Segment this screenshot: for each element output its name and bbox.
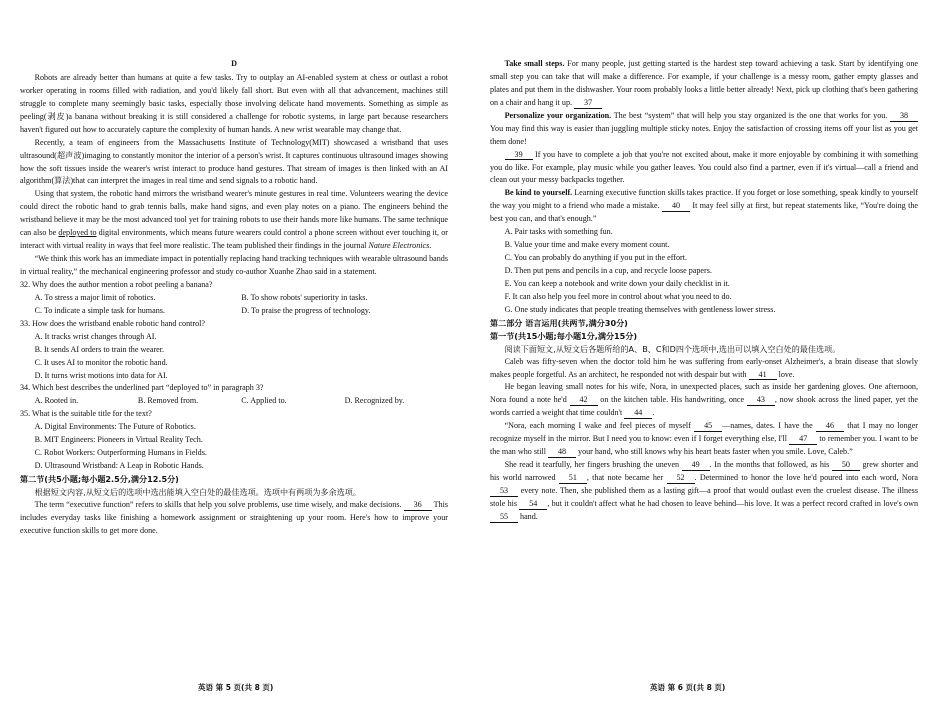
cloze-paragraph-2: He began leaving small notes for his wife, Nora, in unexpected places, such as inside her gardening gloves. One afternoon, Nora found a note he'd 42 on the kitchen table. His handwriting, once 43 , now shook across the lined paper, yet the words carried a weight that time couldn't 44 . xyxy=(490,382,918,418)
executive-function-intro: The term “executive function” refers to skills that help you solve problems, use time wisely, and make decisions. 36 This includes everyday tasks like finishing a homework assignment or straightening up your room. Here's how to improve your executive function skills to get more done. xyxy=(20,499,448,535)
page-footer-right: 英语 第 6 页(共 8 页) xyxy=(650,683,726,692)
question-32: 32. Why does the author mention a robot peeling a banana? xyxy=(20,279,213,289)
blank-53[interactable]: 53 xyxy=(490,487,518,497)
cloze-paragraph-4: She read it tearfully, her fingers brushing the uneven 49 . In the months that followed, as his 50 grew shorter and his world narrowed 51 , that note became her 52 . Determined to honor the love he'd poured into each word, Nora 53 every note. Then, she published them as a lasting gift—a proof that would outlast even the cruelest disease. The illness stole his 54 , but it couldn't affect what he had chosen to leave behind—his love. It was a perfect record crafted in love's own 55 hand. xyxy=(490,460,919,521)
blank-55[interactable]: 55 xyxy=(490,513,518,523)
page-footer-left: 英语 第 5 页(共 8 页) xyxy=(198,683,274,692)
left-page xyxy=(20,58,448,538)
blank-36[interactable]: 36 xyxy=(404,501,432,511)
blank-46[interactable]: 46 xyxy=(816,422,844,432)
option-b[interactable]: B. Value your time and make every moment count. xyxy=(504,240,670,250)
option-a[interactable]: A. Pair tasks with something fun. xyxy=(504,227,613,237)
blank-52[interactable]: 52 xyxy=(667,474,695,484)
option[interactable]: D. It turns wrist motions into data for AI. xyxy=(34,370,168,380)
part-2-heading: 第二部分 语言运用(共两节,满分30分) xyxy=(490,317,628,328)
tip-small-steps: Take small steps. For many people, just getting started is the hardest step toward achieving a task. Start by identifying one small step you can take that will make a difference. For example, if your challenge is a messy room, gather empty glasses and plates and put them in the dishwasher. Your room probably looks a little better already! Next, pick up clothing that's been gathering on a chair and hang it up. 37 xyxy=(490,59,918,107)
section-1-instructions: 阅读下面短文,从短文后各题所给的A、B、C和D四个选项中,选出可以填入空白处的最佳选项。 xyxy=(504,343,841,354)
blank-51[interactable]: 51 xyxy=(559,474,587,484)
option-d[interactable]: D. Then put pens and pencils in a cup, and recycle loose papers. xyxy=(504,266,712,275)
option-c[interactable]: C. You can probably do anything if you put in the effort. xyxy=(504,253,687,263)
journal-name: Nature Electronics xyxy=(368,241,430,251)
blank-54[interactable]: 54 xyxy=(519,500,547,510)
option[interactable]: B. MIT Engineers: Pioneers in Virtual Reality Tech. xyxy=(34,435,203,445)
question-34-options xyxy=(35,395,448,408)
option[interactable]: D. To praise the progress of technology. xyxy=(241,305,371,315)
option[interactable]: A. Digital Environments: The Future of Robotics. xyxy=(34,422,196,432)
blank-48[interactable]: 48 xyxy=(548,448,576,458)
blank-49[interactable]: 49 xyxy=(682,461,710,471)
tip-personalize: Personalize your organization. The best “system” that will help you stay organized is the one that works for you. 38 You may find this way is easier than juggling multiple sticky notes. Enjoy the satisfaction of crossing items off your list as you get them done! xyxy=(490,110,918,146)
question-35: 35. What is the suitable title for the text? xyxy=(20,409,152,419)
option[interactable]: D. Ultrasound Wristband: A Leap in Robotic Hands. xyxy=(34,461,204,471)
question-34: 34. Which best describes the underlined part “deployed to” in paragraph 3? xyxy=(20,383,264,393)
blank-50[interactable]: 50 xyxy=(832,461,860,471)
option[interactable]: B. To show robots' superiority in tasks. xyxy=(241,292,368,302)
option[interactable]: A. It tracks wrist changes through AI. xyxy=(34,331,157,341)
cloze-paragraph-3: “Nora, each morning I wake and feel pieces of myself 45 —names, dates. I have the 46 that I may no longer recognize myself in the mirror. But I need you to know: even if I forget everything else, I'll 47 to remember you. I want to be the man who still 48 your hand, who still knows why his heart beats faster when you smile. Love, Caleb.” xyxy=(490,421,918,457)
blank-44[interactable]: 44 xyxy=(624,409,652,419)
passage-d-paragraph-4: “We think this work has an immediate impact in potentially replacing hand tracking techniques with wearable ultrasound bands in virtual reality,” the mechanical engineering professor and study co-author Xuanhe Zhao said in a statement. xyxy=(20,254,448,276)
section-2-heading: 第二节(共5小题;每小题2.5分,满分12.5分) xyxy=(20,474,179,484)
option[interactable]: B. Removed from. xyxy=(137,396,199,406)
option-f[interactable]: F. It can also help you feel more in control about what you need to do. xyxy=(504,291,732,301)
cloze-paragraph-1: Caleb was fifty-seven when the doctor told him he was suffering from early-onset Alzheimer's, a brain disease that slowly makes people forgetful. As an architect, he responded not with despair but with 41 love. xyxy=(490,356,918,379)
option[interactable]: C. Applied to. xyxy=(241,396,287,406)
passage-d-paragraph-3: Using that system, the robotic hand mirrors the wristband wearer's minute gestures in real time. Volunteers wearing the device could direct the robotic hand to grab tennis balls, make hand signs, and even play notes on a piano. The engineers behind the wristband believe it may be the most advanced tool yet for training robots to use their hands more like humans. The same technique can also be deployed to digital environments, which means future wearers could control a phone screen without ever touching it, or interact with virtual reality in ways that feel more realistic. The team published their findings in the journal Nature Electronics. xyxy=(20,189,448,251)
option[interactable]: A. Rooted in. xyxy=(34,396,79,406)
passage-d-paragraph-2: Recently, a team of engineers from the Massachusetts Institute of Technology(MIT) showcased a wristband that uses ultrasound(超声波)imaging to constantly monitor the interior of a person's wrist. It captures continuous ultrasound images showing how the soft tissues inside the wearer's wrist interact to produce hand gestures. That stream of images is then linked with an AI algorithm(算法)that can interpret the images in real time and send signals to a robotic hand. xyxy=(20,137,448,186)
blank-41[interactable]: 41 xyxy=(749,371,777,381)
blank-37[interactable]: 37 xyxy=(574,99,602,109)
blank-45[interactable]: 45 xyxy=(694,422,722,432)
blank-47[interactable]: 47 xyxy=(789,435,817,445)
blank-43[interactable]: 43 xyxy=(747,396,775,406)
blank-38[interactable]: 38 xyxy=(890,112,918,122)
blank-42[interactable]: 42 xyxy=(570,396,598,406)
option[interactable]: C. To indicate a simple task for humans. xyxy=(34,305,165,315)
tip-pair-tasks: 39 If you have to complete a job that you're not excited about, make it more enjoyable by combining it with something you do like. For example, play music while you gather leaves. You could also find a partner, even if it's virtual—call a friend and clean out your messy backpacks together. xyxy=(490,149,918,185)
option-g[interactable]: G. One study indicates that people treating themselves with gentleness lower stress. xyxy=(504,304,776,314)
section-1-heading: 第一节(共15小题;每小题1分,满分15分) xyxy=(490,330,638,341)
option-e[interactable]: E. You can keep a notebook and write down your daily checklist in it. xyxy=(504,278,730,288)
blank-40[interactable]: 40 xyxy=(662,202,690,212)
blank-39[interactable]: 39 xyxy=(505,151,533,161)
question-32-options xyxy=(35,292,448,318)
question-33: 33. How does the wristband enable robotic hand control? xyxy=(20,318,205,328)
right-page xyxy=(490,58,918,524)
option[interactable]: C. Robot Workers: Outperforming Humans in Fields. xyxy=(34,448,207,458)
tip-be-kind: Be kind to yourself. Learning executive function skills takes practice. If you forget or lose something, speak kindly to yourself the way you might to a friend who made a mistake. 40 It may feel silly at first, but repeat statements like, “You're doing the best you can, and that's enough.” xyxy=(490,188,918,224)
underlined-phrase: deployed to xyxy=(58,228,97,238)
option[interactable]: C. It uses AI to monitor the robotic hand. xyxy=(34,357,168,367)
option[interactable]: A. To stress a major limit of robotics. xyxy=(34,292,156,302)
passage-d-paragraph-1: Robots are already better than humans at quite a few tasks. Try to outplay an AI-enabled system at chess or outlast a robot worker operating in rooms filled with radiation, and you'd likely fall short. But even with all that advancement, machines still struggle to complete many seemingly basic tasks, especially those involving delicate hand movements. Something as simple as peeling(剥皮)a banana without breaking it is still considered a challenge for robotic systems, in large part because researchers haven't figured out how to accurately capture the complexity of human hands. A new wrist wearable may change that. xyxy=(20,72,448,134)
section-2-instructions: 根据短文内容,从短文后的选项中选出能填入空白处的最佳选项。选项中有两项为多余选项。 xyxy=(34,486,361,497)
option[interactable]: D. Recognized by. xyxy=(344,396,405,406)
option[interactable]: B. It sends AI orders to train the wearer. xyxy=(34,344,165,354)
passage-title: D xyxy=(231,59,237,68)
